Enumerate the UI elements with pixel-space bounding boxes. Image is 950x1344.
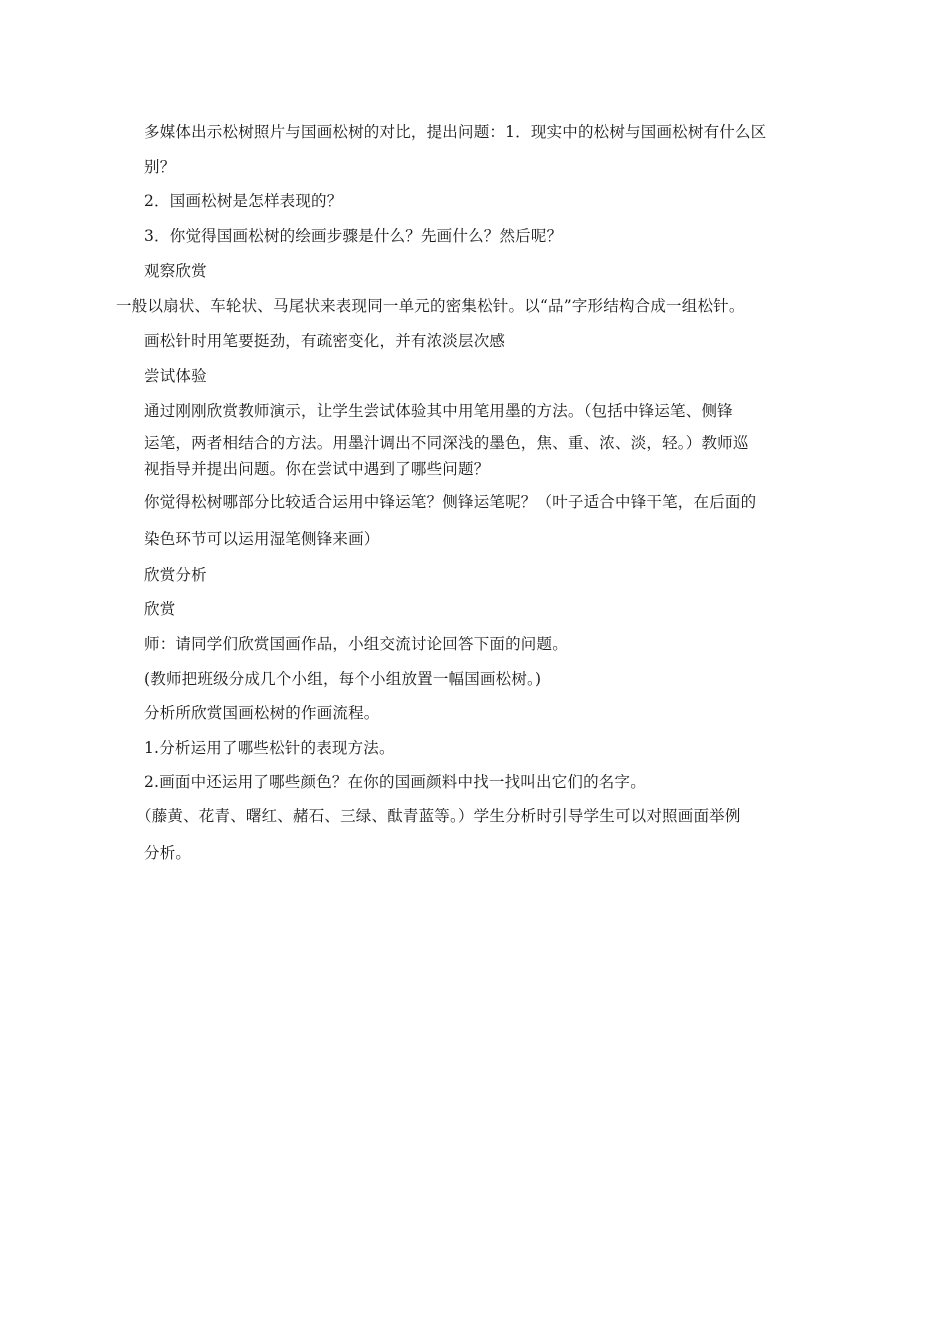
text-line-19: 1.分析运用了哪些松针的表现方法。 [144,739,395,757]
section-heading-appreciate: 欣赏 [144,600,176,618]
text-line-6: 一般以扇状、车轮状、马尾状来表现同一单元的密集松针。以“品”字形结构合成一组松针。 [116,297,745,315]
text-line-12: 你觉得松树哪部分比较适合运用中锋运笔？侧锋运笔呢？（叶子适合中锋干笔，在后面的 [144,493,757,511]
text-line-3: 2．国画松树是怎样表现的？ [144,192,343,210]
text-line-2: 别？ [144,158,176,176]
text-line-9: 通过刚刚欣赏教师演示，让学生尝试体验其中用笔用墨的方法。（包括中锋运笔、侧锋 [144,402,733,420]
text-line-22: 分析。 [144,844,192,862]
text-line-18: 分析所欣赏国画松树的作画流程。 [144,704,380,722]
text-line-11: 视指导并提出问题。你在尝试中遇到了哪些问题？ [144,460,490,478]
section-heading-observe: 观察欣赏 [144,262,207,280]
text-line-4: 3．你觉得国画松树的绘画步骤是什么？先画什么？然后呢？ [144,227,563,245]
text-line-16: 师：请同学们欣赏国画作品，小组交流讨论回答下面的问题。 [144,635,568,653]
text-line-20: 2.画面中还运用了哪些颜色？在你的国画颜料中找一找叫出它们的名字。 [144,773,646,791]
section-heading-try: 尝试体验 [144,367,207,385]
text-line-1: 多媒体出示松树照片与国画松树的对比，提出问题：1．现实中的松树与国画松树有什么区 [144,123,767,141]
text-line-7: 画松针时用笔要挺劲，有疏密变化，并有浓淡层次感 [144,332,506,350]
text-line-13: 染色环节可以运用湿笔侧锋来画） [144,530,380,548]
text-line-17: (教师把班级分成几个小组，每个小组放置一幅国画松树。) [144,670,542,688]
section-heading-analyze: 欣赏分析 [144,566,207,584]
text-line-10: 运笔，两者相结合的方法。用墨汁调出不同深浅的墨色，焦、重、浓、淡，轻。）教师巡 [144,434,749,452]
text-line-21: （藤黄、花青、曙红、赭石、三绿、酞青蓝等。）学生分析时引导学生可以对照画面举例 [136,807,741,825]
